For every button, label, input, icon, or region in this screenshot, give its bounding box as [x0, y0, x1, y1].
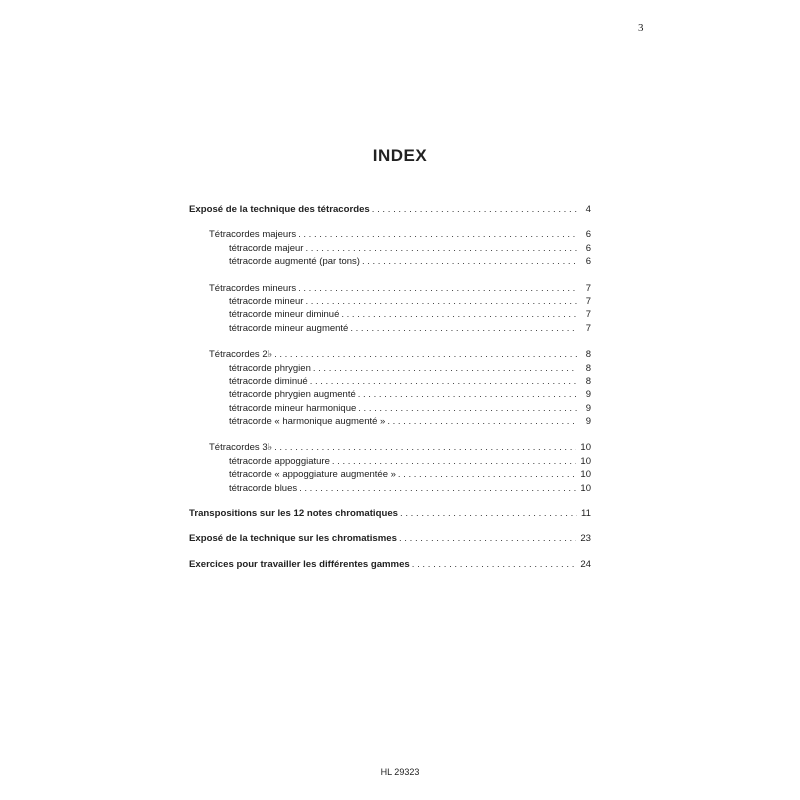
toc-entry-label: tétracorde diminué — [229, 375, 308, 387]
toc-entry-page: 11 — [581, 508, 591, 520]
toc-entry-label: Exercices pour travailler les différentes gammes — [189, 558, 410, 570]
leader-dots — [310, 376, 577, 387]
toc-entry-page: 24 — [580, 558, 591, 570]
toc-sub-entry — [189, 483, 591, 496]
toc-sub-entry — [189, 256, 591, 269]
toc-sub-entry — [189, 376, 591, 389]
leader-dots — [299, 483, 576, 494]
toc-group-entry — [189, 349, 591, 362]
toc-entry-label: tétracorde « appoggiature augmentée » — [229, 469, 396, 481]
toc-entry-label: Tétracordes 3♭ — [209, 442, 273, 454]
toc-entry-label: tétracorde phrygien — [229, 362, 311, 374]
toc-entry-page: 7 — [585, 322, 591, 334]
toc-entry-label: tétracorde blues — [229, 482, 298, 494]
toc-entry-label: tétracorde « harmonique augmenté » — [229, 416, 386, 428]
toc-sub-entry — [189, 323, 591, 336]
toc-sub-entry — [189, 243, 591, 256]
toc-entry-page: 6 — [585, 242, 591, 254]
leader-dots — [387, 416, 577, 427]
leader-dots — [298, 283, 577, 294]
leader-dots — [399, 533, 576, 544]
leader-dots — [350, 323, 577, 334]
toc-entry-page: 6 — [585, 229, 591, 241]
toc-entry-label: tétracorde appoggiature — [229, 455, 330, 467]
table-of-contents — [189, 204, 591, 572]
page-number: 3 — [638, 22, 644, 34]
toc-entry-label: Tétracordes 2♭ — [209, 349, 273, 361]
toc-entry-label: tétracorde phrygien augmenté — [229, 389, 356, 401]
leader-dots — [358, 389, 577, 400]
leader-dots — [362, 256, 577, 267]
leader-dots — [400, 508, 577, 519]
toc-entry-label: tétracorde majeur — [229, 242, 304, 254]
toc-entry-page: 6 — [585, 256, 591, 268]
toc-entry-label: tétracorde mineur diminué — [229, 309, 340, 321]
toc-entry-page: 8 — [585, 362, 591, 374]
toc-entry-page: 9 — [585, 402, 591, 414]
toc-sub-entry — [189, 403, 591, 416]
toc-entry-page: 10 — [580, 469, 591, 481]
page-title: INDEX — [372, 146, 428, 165]
toc-sub-entry — [189, 469, 591, 482]
toc-group-entry — [189, 442, 591, 455]
toc-entry-page: 7 — [585, 309, 591, 321]
toc-entry — [189, 508, 591, 521]
toc-entry-label: Tétracordes majeurs — [209, 229, 297, 241]
toc-sub-entry — [189, 456, 591, 469]
toc-entry-page: 10 — [580, 455, 591, 467]
toc-entry-label: Transpositions sur les 12 notes chromatiques — [189, 508, 398, 520]
toc-entry — [189, 204, 591, 217]
leader-dots — [274, 442, 576, 453]
leader-dots — [372, 204, 577, 215]
toc-entry-label: Tétracordes mineurs — [209, 282, 297, 294]
toc-sub-entry — [189, 363, 591, 376]
toc-entry-page: 7 — [585, 295, 591, 307]
toc-sub-entry — [189, 296, 591, 309]
leader-dots — [313, 363, 577, 374]
toc-sub-entry — [189, 309, 591, 322]
toc-entry — [189, 559, 591, 572]
toc-group-entry — [189, 283, 591, 296]
toc-sub-entry — [189, 389, 591, 402]
toc-entry-label: tétracorde mineur — [229, 295, 304, 307]
toc-sub-entry — [189, 416, 591, 429]
toc-entry-page: 10 — [580, 442, 591, 454]
toc-entry-page: 9 — [585, 416, 591, 428]
page-footer-code: HL 29323 — [380, 767, 420, 777]
leader-dots — [298, 229, 577, 240]
toc-entry-page: 10 — [580, 482, 591, 494]
toc-entry-label: tétracorde augmenté (par tons) — [229, 256, 360, 268]
leader-dots — [341, 309, 577, 320]
toc-entry-label: Exposé de la technique des tétracordes — [189, 204, 370, 215]
toc-entry — [189, 533, 591, 546]
toc-group-entry — [189, 229, 591, 242]
toc-entry-label: tétracorde mineur harmonique — [229, 402, 357, 414]
leader-dots — [274, 349, 577, 360]
toc-entry-page: 4 — [585, 204, 591, 215]
leader-dots — [332, 456, 577, 467]
leader-dots — [358, 403, 577, 414]
toc-entry-page: 9 — [585, 389, 591, 401]
toc-entry-page: 23 — [580, 533, 591, 545]
leader-dots — [412, 559, 577, 570]
leader-dots — [398, 469, 577, 480]
toc-entry-page: 8 — [585, 349, 591, 361]
toc-entry-label: Exposé de la technique sur les chromatismes — [189, 533, 397, 545]
toc-entry-page: 7 — [585, 282, 591, 294]
toc-entry-page: 8 — [585, 375, 591, 387]
toc-entry-label: tétracorde mineur augmenté — [229, 322, 349, 334]
leader-dots — [305, 243, 577, 254]
leader-dots — [305, 296, 577, 307]
